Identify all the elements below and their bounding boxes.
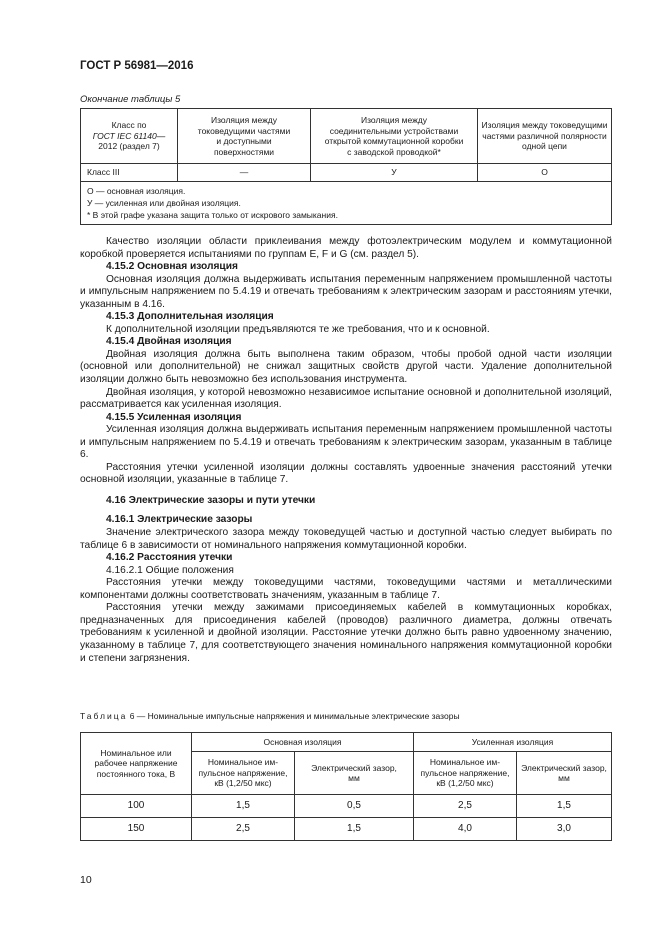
- paragraph: К дополнительной изоляции предъявляются те же требования, что и к основной.: [106, 323, 490, 335]
- table5-cell: Класс III: [81, 164, 178, 182]
- paragraph: Значение электрического зазора между токоведущей частью и доступной частью следует выбирать по таблице 6 в зависимости от номинального напряжения коммутационной коробки.: [80, 527, 612, 551]
- table6: [80, 732, 612, 841]
- section-heading: 4.16 Электрические зазоры и пути утечки: [106, 494, 316, 506]
- paragraph: Двойная изоляция, у которой невозможно независимое испытание основной и дополнительной изоляций, рассматривается как усиленная изоляция.: [80, 386, 612, 411]
- paragraph: Основная изоляция должна выдерживать испытания переменным напряжением промышленной частоты и импульсным напряжением по 5.4.19 и отвечать требованиям к электрическим зазорам и расстояниям утечки, указанным в 4.16.: [80, 273, 612, 310]
- paragraph: Усиленная изоляция должна выдерживать испытания переменным напряжением промышленной частоты и импульсным напряжением по 5.4.19 и отвечать требованиям к электрическим зазорам, указанным в таблице 6.: [80, 424, 612, 461]
- table5-cell: У: [311, 164, 478, 182]
- body-text: [80, 236, 612, 665]
- table6-group-reinforced: Усиленная изоляция: [414, 733, 612, 752]
- section-heading: 4.16.1 Электрические зазоры: [106, 514, 253, 526]
- section-heading: 4.15.4 Двойная изоляция: [106, 336, 232, 348]
- table5-notes-row: [81, 182, 612, 225]
- table6-row: [81, 818, 612, 841]
- table6-group-basic: Основная изоляция: [192, 733, 414, 752]
- table6-header-cell: Номинальное им- пульсное напряжение, кВ (1,2/50 мкс): [414, 752, 517, 795]
- table6-caption: Таблица 6 — Номинальные импульсные напряжения и минимальные электрические зазоры: [80, 711, 460, 721]
- paragraph: Качество изоляции области приклеивания между фотоэлектрическим модулем и коммутационной коробкой проверяется испытаниями по группам E, F и G (см. раздел 5).: [80, 236, 612, 260]
- table5-note: * В этой графе указана защита только от искрового замыкания.: [87, 210, 338, 220]
- table5-header-row: [81, 109, 612, 164]
- table5-header-cell: Изоляция между токоведущими частями различной полярности одной цепи: [478, 109, 612, 164]
- paragraph: Двойная изоляция должна быть выполнена таким образом, чтобы пробой одной части изоляции (основной или дополнительной) не снижал защитных свойств другой части. Удаление дополнительной изоляции должно быть невозможно без использования инструмента.: [80, 348, 612, 386]
- table6-header-cell: Номинальное или рабочее напряжение постоянного тока, В: [81, 733, 192, 795]
- paragraph: Расстояния утечки между токоведущими частями, токоведущими частями и металлическими компонентами должны соответствовать значениям, указанным в таблице 7.: [80, 577, 612, 601]
- table5-cell: О: [478, 164, 612, 182]
- table5: [80, 108, 612, 225]
- section-heading: 4.15.3 Дополнительная изоляция: [106, 311, 274, 323]
- table6-cell: 1,5: [517, 795, 612, 818]
- table6-header-row: [81, 733, 612, 752]
- table6-cell: 100: [81, 795, 192, 818]
- table5-cell: —: [178, 164, 311, 182]
- table6-cell: 2,5: [192, 818, 295, 841]
- table6-row: [81, 795, 612, 818]
- table5-header-cell: Изоляция между токоведущими частями и доступными поверхностями: [178, 109, 311, 164]
- table5-note: О — основная изоляция.: [87, 186, 186, 196]
- paragraph: Расстояния утечки усиленной изоляции должны составлять удвоенные значения расстояний утечки основной изоляции, указанные в таблице 7.: [80, 461, 612, 486]
- document-header: ГОСТ Р 56981—2016: [80, 60, 194, 72]
- table5-note: У — усиленная или двойная изоляция.: [87, 198, 241, 208]
- table6-header-cell: Номинальное им- пульсное напряжение, кВ (1,2/50 мкс): [192, 752, 295, 795]
- section-heading: 4.15.5 Усиленная изоляция: [106, 411, 242, 423]
- table6-cell: 1,5: [192, 795, 295, 818]
- table6-cell: 150: [81, 818, 192, 841]
- section-heading: 4.15.2 Основная изоляция: [106, 261, 238, 273]
- page-number: 10: [80, 874, 92, 886]
- subsection-heading: 4.16.2.1 Общие положения: [106, 564, 234, 576]
- paragraph: Расстояния утечки между зажимами присоединяемых кабелей в коммутационных коробках, предназначенных для присоединения кабелей (проводов) различного диаметра, должны отвечать требованиям к усиленной и двойной изоляции. Расстояние утечки должно быть равно удвоенному значению, указанному в таблице 7, для соответствующего значения номинального напряжения коммутационной коробки и степени загрязнения.: [80, 602, 612, 664]
- table5-caption: Окончание таблицы 5: [80, 94, 181, 105]
- table5-header-cell: Класс по ГОСТ IEC 61140— 2012 (раздел 7): [81, 109, 178, 164]
- table5-header-cell: Изоляция между соединительными устройствами открытой коммутационной коробки с заводской проводкой*: [311, 109, 478, 164]
- table6-cell: 3,0: [517, 818, 612, 841]
- table5-notes: [81, 182, 612, 225]
- table6-cell: 2,5: [414, 795, 517, 818]
- table6-cell: 4,0: [414, 818, 517, 841]
- table6-header-cell: Электрический зазор, мм: [517, 752, 612, 795]
- table6-cell: 0,5: [295, 795, 414, 818]
- table6-header-cell: Электрический зазор, мм: [295, 752, 414, 795]
- section-heading: 4.16.2 Расстояния утечки: [106, 552, 233, 564]
- table6-cell: 1,5: [295, 818, 414, 841]
- table5-row: [81, 164, 612, 182]
